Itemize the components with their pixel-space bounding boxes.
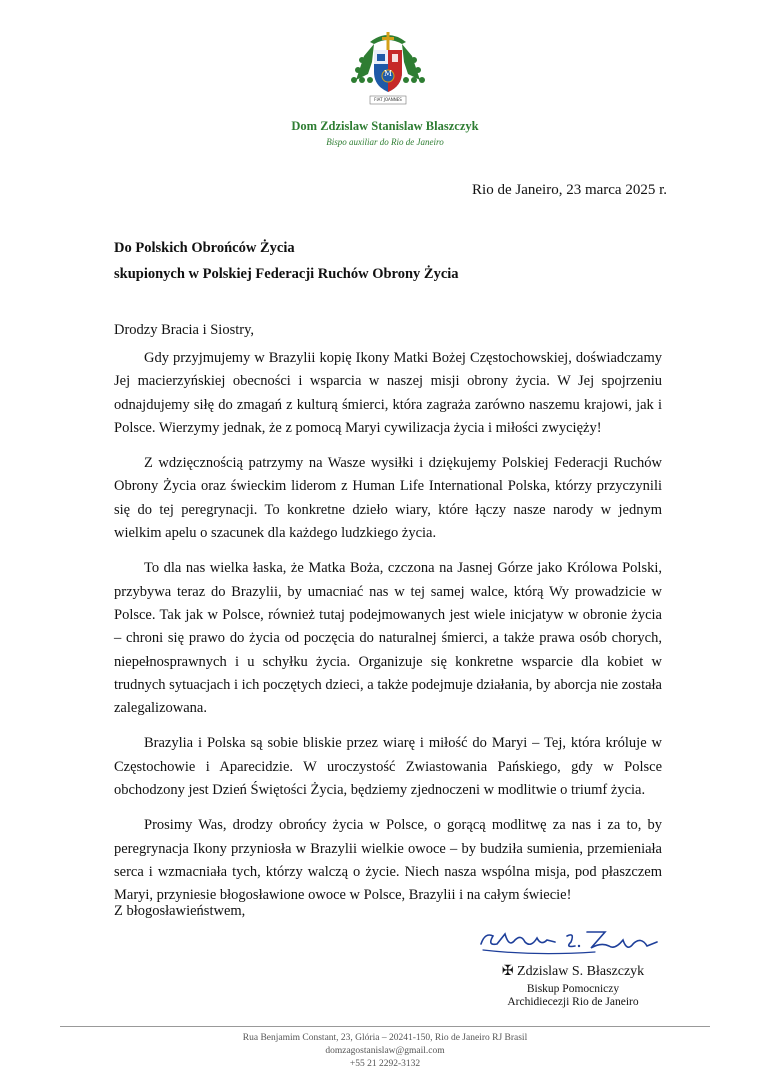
body-paragraph: To dla nas wielka łaska, że Matka Boża, czczona na Jasnej Górze jako Królowa Polski, przybywa teraz do Brazylii, by umacniać nas w tej samej walce, którą Wy prowadzicie w Polsce. Tak jak w Polsce, również tutaj podejmowanych jest wiele inicjatyw w obronie życia – chroni się prawo do życia od poczęcia do naturalnej śmierci, a także prawa osób chorych, niepełnosprawnych i u schyłku życia. Organizuje się konkretne wsparcie dla kobiet w trudnych sytuacjach i ich poczętych dzieci, a także podejmuje działania, by aborcja nie została zalegalizowana. [114, 560, 662, 717]
body-paragraph: Brazylia i Polska są sobie bliskie przez wiarę i miłość do Maryi – Tej, która króluje w Częstochowie i Aparecidzie. W uroczystość Zwiastowania Pańskiego, gdy w Polsce obchodzony jest Dzień Świętości Życia, będziemy zjednoczeni w modlitwie o triumf życia. [114, 735, 662, 799]
crest-monogram: M [383, 69, 393, 78]
footer-divider [60, 1026, 710, 1027]
closing: Z błogosławieństwem, [114, 903, 246, 919]
salutation: Drodzy Bracia i Siostry, [114, 322, 255, 338]
signer-role-line-2: Archidiecezji Rio de Janeiro [507, 996, 639, 1008]
letterhead-title: Bispo auxiliar do Rio de Janeiro [326, 137, 444, 147]
coat-of-arms-logo [340, 24, 436, 108]
footer-phone: +55 21 2292-3132 [349, 1059, 421, 1069]
footer-address: Rua Benjamim Constant, 23, Glória – 20241-150, Rio de Janeiro RJ Brasil [242, 1033, 528, 1043]
recipient-line-2: skupionych w Polskiej Federacji Ruchów Obrony Życia [114, 266, 459, 282]
letterhead-name: Dom Zdzislaw Stanislaw Blaszczyk [291, 119, 479, 133]
body-paragraph: Z wdzięcznością patrzymy na Wasze wysiłki i dziękujemy Polskiej Federacji Ruchów Obrony Życia oraz świeckim liderom z Human Life International Polska, którzy przyczynili się do tej peregrynacji. To konkretne dzieło wiary, które łączy nasze narody w jednym wielkim apelu o szacunek dla każdego ludzkiego życia. [114, 455, 662, 542]
signer-role-line-1: Biskup Pomocniczy [526, 983, 620, 995]
crest-motto: FIAT JOANNES [374, 97, 402, 102]
body-paragraph: Gdy przyjmujemy w Brazylii kopię Ikony Matki Bożej Częstochowskiej, doświadczamy Jej macierzyńskiej obecności i wsparcia w naszej misji obrony życia. W Jej spojrzeniu odnajdujemy siłę do zmagań z kulturą śmierci, która zagraża zarówno naszemu krajowi, jak i Polsce. Wierzymy jednak, że z pomocą Maryi cywilizacja życia i miłości zwycięży! [114, 350, 662, 436]
letter-body [114, 347, 662, 920]
signer-name: ✠ Zdzislaw S. Błaszczyk [501, 964, 645, 979]
recipient-line-1: Do Polskich Obrońców Życia [114, 240, 295, 256]
handwritten-signature [475, 922, 665, 962]
date-line: Rio de Janeiro, 23 marca 2025 r. [472, 182, 667, 198]
footer-email: domzagostanislaw@gmail.com [325, 1046, 445, 1056]
body-paragraph: Prosimy Was, drodzy obrońcy życia w Polsce, o gorącą modlitwę za nas i za to, by peregrynacja Ikony przyniosła w Brazylii wielkie owoce – by budziła sumienia, przemieniała serca i wzmacniała tych, którzy walczą o życie. Niech nasza wspólna misja, pod płaszczem Maryi, przyniesie błogosławione owoce w Polsce, Brazylii i na całym świecie! [114, 817, 662, 904]
